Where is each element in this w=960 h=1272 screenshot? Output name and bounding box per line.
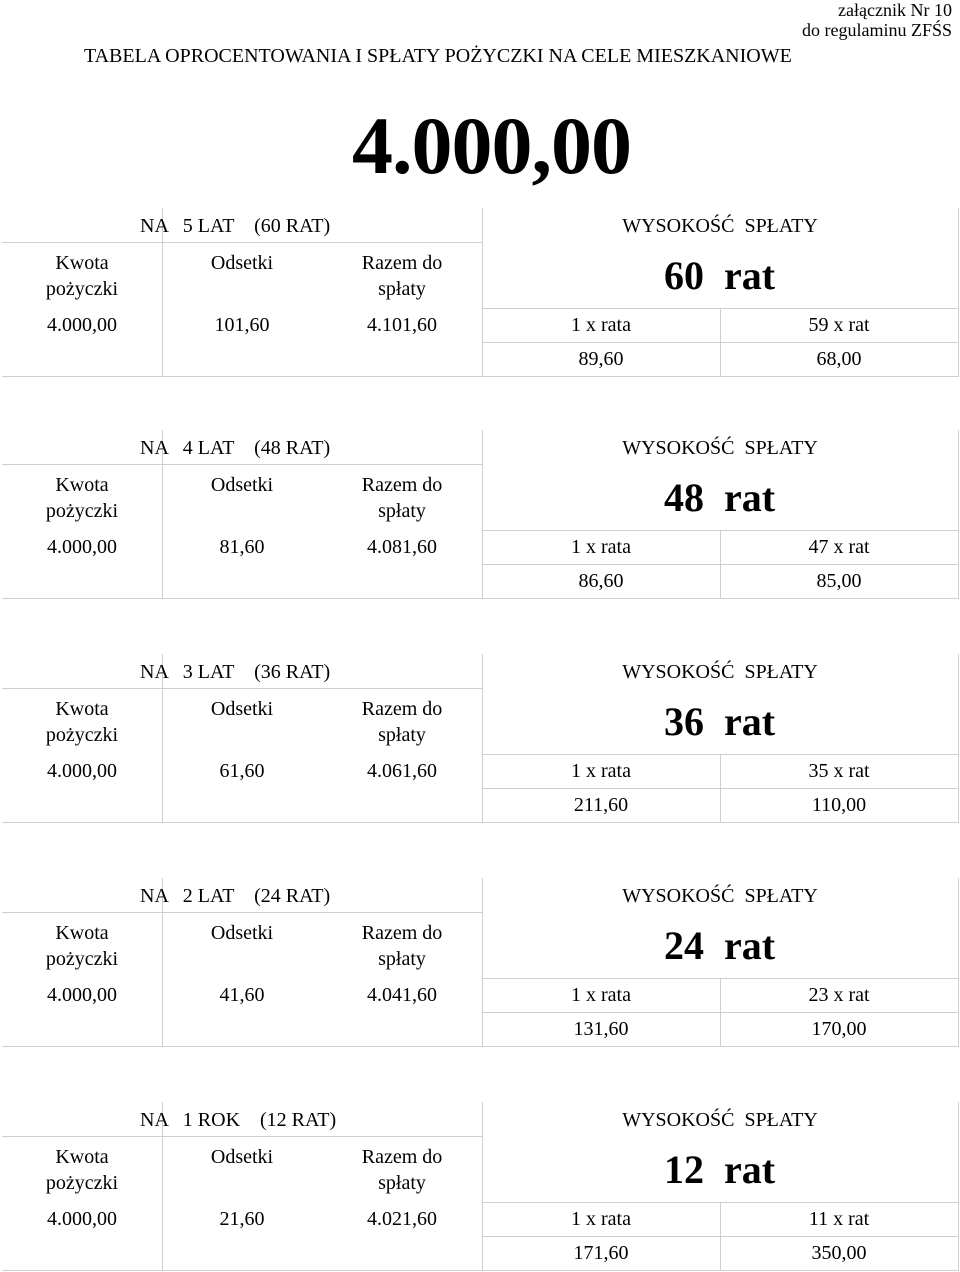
installments-count: 48 rat [664,475,776,520]
period-label: NA 1 ROK (12 RAT) [140,1109,337,1131]
remaining-installments-value: 350,00 [811,1242,867,1264]
kwota-value: 4.000,00 [47,760,117,782]
kwota-header-line1: Kwota [55,474,109,496]
first-installment-label: 1 x rata [571,760,631,782]
remaining-installments-label: 47 x rat [808,536,870,558]
first-installment-value: 86,60 [578,570,624,592]
remaining-installments-value: 85,00 [816,570,862,592]
kwota-header-line2: pożyczki [45,948,119,970]
repayment-table [2,878,958,1048]
installments-count: 12 rat [664,1147,776,1192]
installments-count: 24 rat [664,923,776,968]
period-label: NA 4 LAT (48 RAT) [140,437,331,459]
razem-value: 4.061,60 [367,760,437,782]
table-rule [2,464,482,465]
kwota-value: 4.000,00 [47,984,117,1006]
odsetki-value: 41,60 [219,984,265,1006]
table-rule [2,1136,482,1137]
table-rule [482,564,958,565]
first-installment-label: 1 x rata [571,984,631,1006]
table-rule [2,912,482,913]
wysokosc-header: WYSOKOŚĆ SPŁATY [622,437,818,459]
kwota-header-line1: Kwota [55,698,109,720]
first-installment-value: 131,60 [573,1018,629,1040]
table-rule [482,754,958,755]
first-installment-label: 1 x rata [571,314,631,336]
odsetki-header: Odsetki [210,252,274,274]
table-rule [482,342,958,343]
kwota-value: 4.000,00 [47,1208,117,1230]
table-rule [482,788,958,789]
odsetki-value: 21,60 [219,1208,265,1230]
first-installment-value: 89,60 [578,348,624,370]
period-label: NA 3 LAT (36 RAT) [140,661,331,683]
razem-header-line1: Razem do [361,1146,443,1168]
kwota-header-line1: Kwota [55,922,109,944]
razem-header-line1: Razem do [361,252,443,274]
installments-count: 36 rat [664,699,776,744]
razem-value: 4.021,60 [367,1208,437,1230]
table-rule [482,1236,958,1237]
wysokosc-header: WYSOKOŚĆ SPŁATY [622,661,818,683]
table-rule [482,308,958,309]
kwota-value: 4.000,00 [47,536,117,558]
razem-header-line2: spłaty [378,724,426,746]
loan-amount-heading: 4.000,00 [352,100,631,191]
table-rule [2,242,482,243]
kwota-header-line2: pożyczki [45,278,119,300]
odsetki-header: Odsetki [210,698,274,720]
remaining-installments-value: 170,00 [811,1018,867,1040]
razem-header-line1: Razem do [361,474,443,496]
wysokosc-header: WYSOKOŚĆ SPŁATY [622,885,818,907]
kwota-header-line1: Kwota [55,1146,109,1168]
remaining-installments-label: 35 x rat [808,760,870,782]
kwota-value: 4.000,00 [47,314,117,336]
odsetki-header: Odsetki [210,1146,274,1168]
wysokosc-header: WYSOKOŚĆ SPŁATY [622,215,818,237]
remaining-installments-value: 110,00 [811,794,867,816]
table-rule [482,978,958,979]
odsetki-header: Odsetki [210,474,274,496]
first-installment-value: 211,60 [573,794,629,816]
first-installment-value: 171,60 [573,1242,629,1264]
odsetki-header: Odsetki [210,922,274,944]
razem-header-line1: Razem do [361,698,443,720]
first-installment-label: 1 x rata [571,1208,631,1230]
odsetki-value: 81,60 [219,536,265,558]
remaining-installments-label: 23 x rat [808,984,870,1006]
repayment-table [2,654,958,824]
table-rule [482,1202,958,1203]
regulation-reference: do regulaminu ZFŚS [801,20,952,40]
remaining-installments-value: 68,00 [816,348,862,370]
wysokosc-header: WYSOKOŚĆ SPŁATY [622,1109,818,1131]
installments-count: 60 rat [664,253,776,298]
table-rule [2,688,482,689]
repayment-table [2,1102,958,1272]
kwota-header-line1: Kwota [55,252,109,274]
kwota-header-line2: pożyczki [45,724,119,746]
razem-header-line2: spłaty [378,1172,426,1194]
table-rule [482,530,958,531]
razem-header-line1: Razem do [361,922,443,944]
kwota-header-line2: pożyczki [45,500,119,522]
document-title: TABELA OPROCENTOWANIA I SPŁATY POŻYCZKI NA CELE MIESZKANIOWE [84,45,792,67]
repayment-table [2,208,958,378]
attachment-number: załącznik Nr 10 [838,0,952,20]
period-label: NA 5 LAT (60 RAT) [140,215,331,237]
odsetki-value: 101,60 [214,314,270,336]
razem-value: 4.081,60 [367,536,437,558]
razem-header-line2: spłaty [378,948,426,970]
table-rule [482,1012,958,1013]
remaining-installments-label: 11 x rat [808,1208,870,1230]
period-label: NA 2 LAT (24 RAT) [140,885,331,907]
odsetki-value: 61,60 [219,760,265,782]
razem-header-line2: spłaty [378,500,426,522]
razem-header-line2: spłaty [378,278,426,300]
razem-value: 4.101,60 [367,314,437,336]
repayment-table [2,430,958,600]
first-installment-label: 1 x rata [571,536,631,558]
razem-value: 4.041,60 [367,984,437,1006]
remaining-installments-label: 59 x rat [808,314,870,336]
kwota-header-line2: pożyczki [45,1172,119,1194]
